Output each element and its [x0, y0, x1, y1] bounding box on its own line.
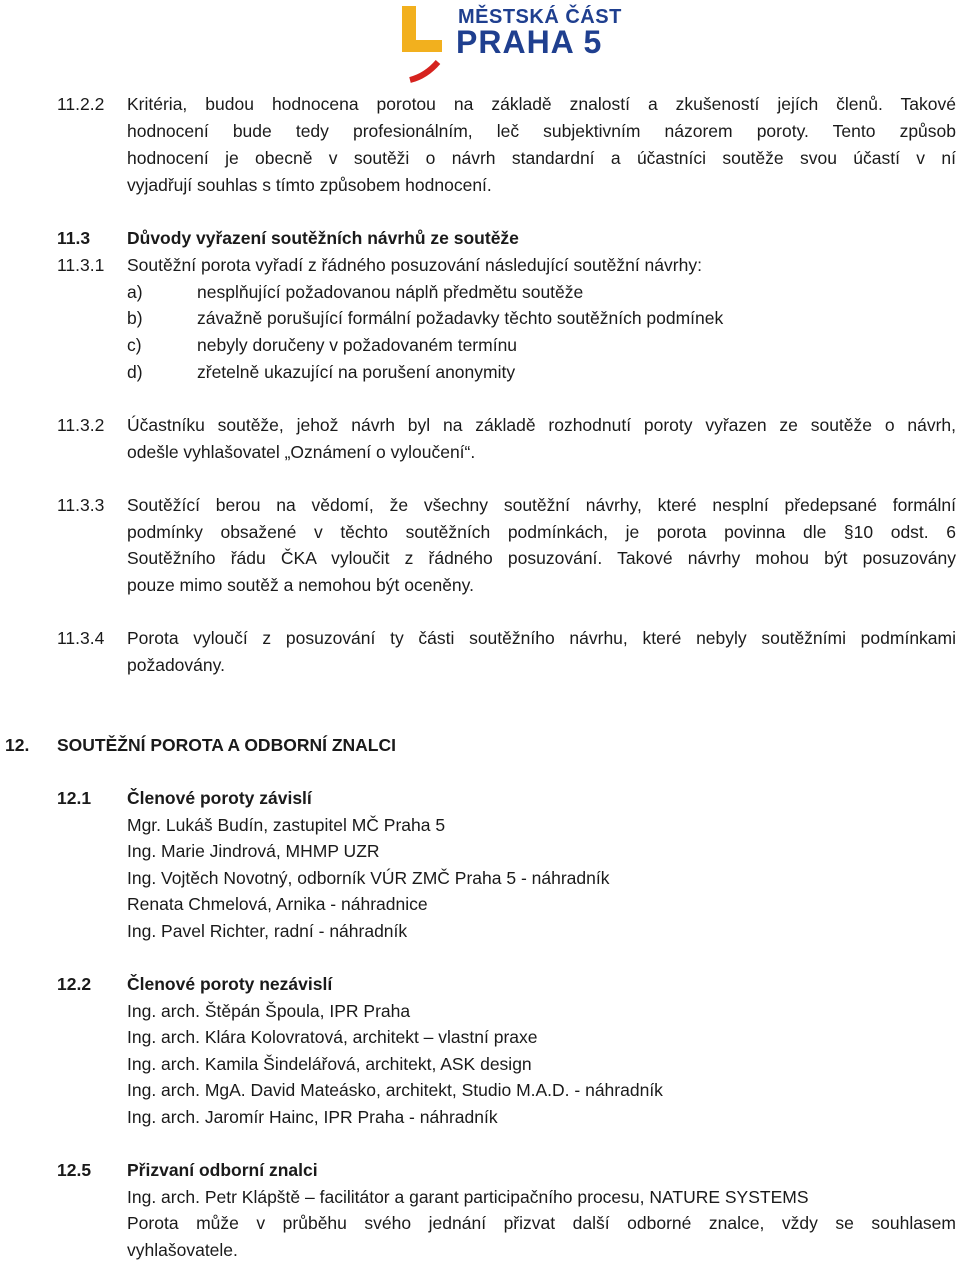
paragraph-line: Porota vyloučí z posuzování ty části soutěžního návrhu, které nebyly soutěžními podmínkami: [127, 628, 956, 648]
praha5-logo: [400, 2, 622, 90]
section-heading: Členové poroty nezávislí: [127, 974, 333, 994]
paragraph-line: hodnocení je obecně v soutěži o návrh standardní a účastníci soutěže svou účastí v ní: [127, 148, 956, 168]
paragraph-line: podmínky obsažené v těchto soutěžních podmínkách, je porota povinna dle §10 odst. 6: [127, 522, 956, 542]
section-number: 12.1: [57, 788, 92, 808]
paragraph-line: vyjadřují souhlas s tímto způsobem hodnocení.: [127, 175, 492, 195]
list-item: závažně porušující formální požadavky těchto soutěžních podmínek: [197, 308, 724, 328]
section-number: 11.3.1: [57, 255, 105, 275]
paragraph-line: Účastníku soutěže, jehož návrh byl na základě rozhodnutí poroty vyřazen ze soutěže o návrh,: [127, 415, 956, 435]
paragraph-line: Kritéria, budou hodnocena porotou na základě znalostí a zkušeností jejích členů. Takové: [127, 94, 956, 114]
section-heading: Přizvaní odborní znalci: [127, 1160, 318, 1180]
list-letter: b): [127, 308, 143, 328]
logo-mark-icon: [400, 2, 460, 90]
section-heading: Důvody vyřazení soutěžních návrhů ze soutěže: [127, 228, 519, 248]
member-item: Ing. arch. Kamila Šindelářová, architekt, ASK design: [127, 1054, 532, 1074]
list-item: nebyly doručeny v požadovaném termínu: [197, 335, 518, 355]
paragraph-line: požadovány.: [127, 655, 225, 675]
member-item: Ing. Marie Jindrová, MHMP UZR: [127, 841, 380, 861]
member-item: Ing. arch. Klára Kolovratová, architekt – vlastní praxe: [127, 1027, 538, 1047]
logo-line2: PRAHA 5: [456, 24, 603, 60]
paragraph-line: Soutěžního řádu ČKA vyloučit z řádného posuzování. Takové návrhy mohou být posuzovány: [127, 548, 956, 568]
member-item: Ing. arch. Jaromír Hainc, IPR Praha - náhradník: [127, 1107, 498, 1127]
member-item: Ing. arch. MgA. David Mateásko, architekt, Studio M.A.D. - náhradník: [127, 1080, 663, 1100]
section-number: 12.5: [57, 1160, 92, 1180]
section-number: 11.2.2: [57, 94, 105, 114]
paragraph-line: odešle vyhlašovatel „Oznámení o vyloučení“.: [127, 442, 476, 462]
paragraph-line: Ing. arch. Petr Klápště – facilitátor a garant participačního procesu, NATURE SYSTEMS: [127, 1187, 809, 1207]
section-number: 11.3.2: [57, 415, 105, 435]
paragraph-line: Porota může v průběhu svého jednání přizvat další odborné znalce, vždy se souhlasem: [127, 1213, 956, 1233]
member-item: Ing. Pavel Richter, radní - náhradník: [127, 921, 408, 941]
paragraph-line: Soutěžící berou na vědomí, že všechny soutěžní návrhy, které nesplní předepsané formální: [127, 495, 956, 515]
list-item: nesplňující požadovanou náplň předmětu soutěže: [197, 282, 584, 302]
paragraph-line: vyhlašovatele.: [127, 1240, 238, 1260]
logo-line1: MĚSTSKÁ ČÁST: [458, 6, 622, 28]
section-number: 11.3.4: [57, 628, 105, 648]
member-item: Ing. Vojtěch Novotný, odborník VÚR ZMČ Praha 5 - náhradník: [127, 868, 610, 888]
list-letter: c): [127, 335, 142, 355]
chapter-number: 12.: [5, 735, 30, 755]
section-heading: Členové poroty závislí: [127, 788, 312, 808]
member-item: Ing. arch. Štěpán Špoula, IPR Praha: [127, 1001, 411, 1021]
member-item: Renata Chmelová, Arnika - náhradnice: [127, 894, 428, 914]
section-number: 12.2: [57, 974, 92, 994]
section-number: 11.3.3: [57, 495, 105, 515]
paragraph-line: pouze mimo soutěž a nemohou být oceněny.: [127, 575, 474, 595]
member-item: Mgr. Lukáš Budín, zastupitel MČ Praha 5: [127, 815, 446, 835]
chapter-heading: SOUTĚŽNÍ POROTA A ODBORNÍ ZNALCI: [57, 735, 396, 755]
paragraph-line: Soutěžní porota vyřadí z řádného posuzování následující soutěžní návrhy:: [127, 255, 702, 275]
paragraph-line: hodnocení bude tedy profesionálním, leč subjektivním názorem poroty. Tento způsob: [127, 121, 956, 141]
list-item: zřetelně ukazující na porušení anonymity: [197, 362, 516, 382]
list-letter: d): [127, 362, 143, 382]
list-letter: a): [127, 282, 143, 302]
section-number: 11.3: [57, 228, 91, 248]
